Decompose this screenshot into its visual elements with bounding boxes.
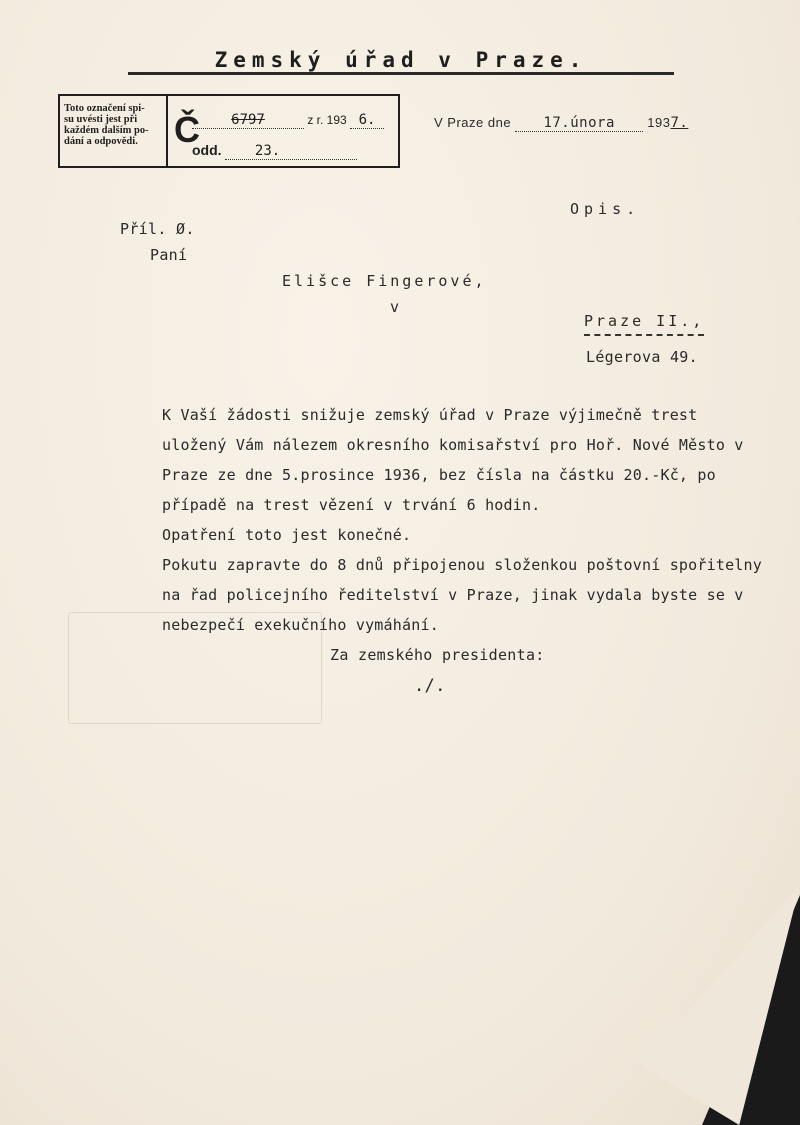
reference-year-label: z r. 193 <box>307 113 347 127</box>
reference-number: 6797 <box>231 112 265 128</box>
copy-label: Opis. <box>570 200 641 218</box>
recipient-in: v <box>390 298 400 316</box>
reference-note: Toto označení spi- su uvésti jest při každém dalším po- dání a odpovědi. <box>64 103 149 147</box>
date-year-prefix: 193 <box>647 115 671 130</box>
heading-rule <box>128 72 674 75</box>
recipient-city: Praze II., <box>584 312 704 336</box>
reference-department-line <box>192 142 357 160</box>
office-heading: Zemský úřad v Praze. <box>214 48 588 72</box>
reference-c-symbol: Č <box>174 109 200 150</box>
reference-year-digit: 6. <box>358 112 376 128</box>
salutation: Paní <box>150 246 188 264</box>
date-day-month: 17.února <box>543 115 615 131</box>
body-paragraph-2: Opatření toto jest konečné. <box>162 526 412 544</box>
body-paragraph-1: K Vaší žádosti snižuje zemský úřad v Praze výjimečně trest uložený Vám nálezem okresního komisařství pro Hoř. Nové Město v Praze ze dne 5.prosince 1936, bez čísla na částku 20.-Kč, po případě na trest vězení v trvání 6 hodin. <box>162 406 744 514</box>
body-paragraph-3: Pokutu zapravte do 8 dnů připojenou složenkou poštovní spořitelny na řad policejního ředitelství v Praze, jinak vydala byste se v nebezpečí exekučního vymáhání. <box>162 556 762 634</box>
date-prefix: V Praze dne <box>434 115 512 130</box>
recipient-street: Légerova 49. <box>586 348 698 366</box>
signature-closing: Za zemského presidenta: <box>330 646 545 664</box>
reference-number-line <box>192 112 384 129</box>
letter-body <box>124 400 764 640</box>
enclosure-note: Příl. Ø. <box>120 220 195 238</box>
department-label: odd. <box>192 142 222 158</box>
recipient-name: Elišce Fingerové, <box>282 272 487 290</box>
reference-divider <box>166 96 168 166</box>
reference-box <box>58 94 400 168</box>
date-line <box>434 115 688 132</box>
faded-stamp-area <box>68 612 322 724</box>
department-value: 23. <box>254 143 281 159</box>
date-year-digit: 7. <box>670 115 689 131</box>
signature-mark: ./. <box>414 676 446 696</box>
